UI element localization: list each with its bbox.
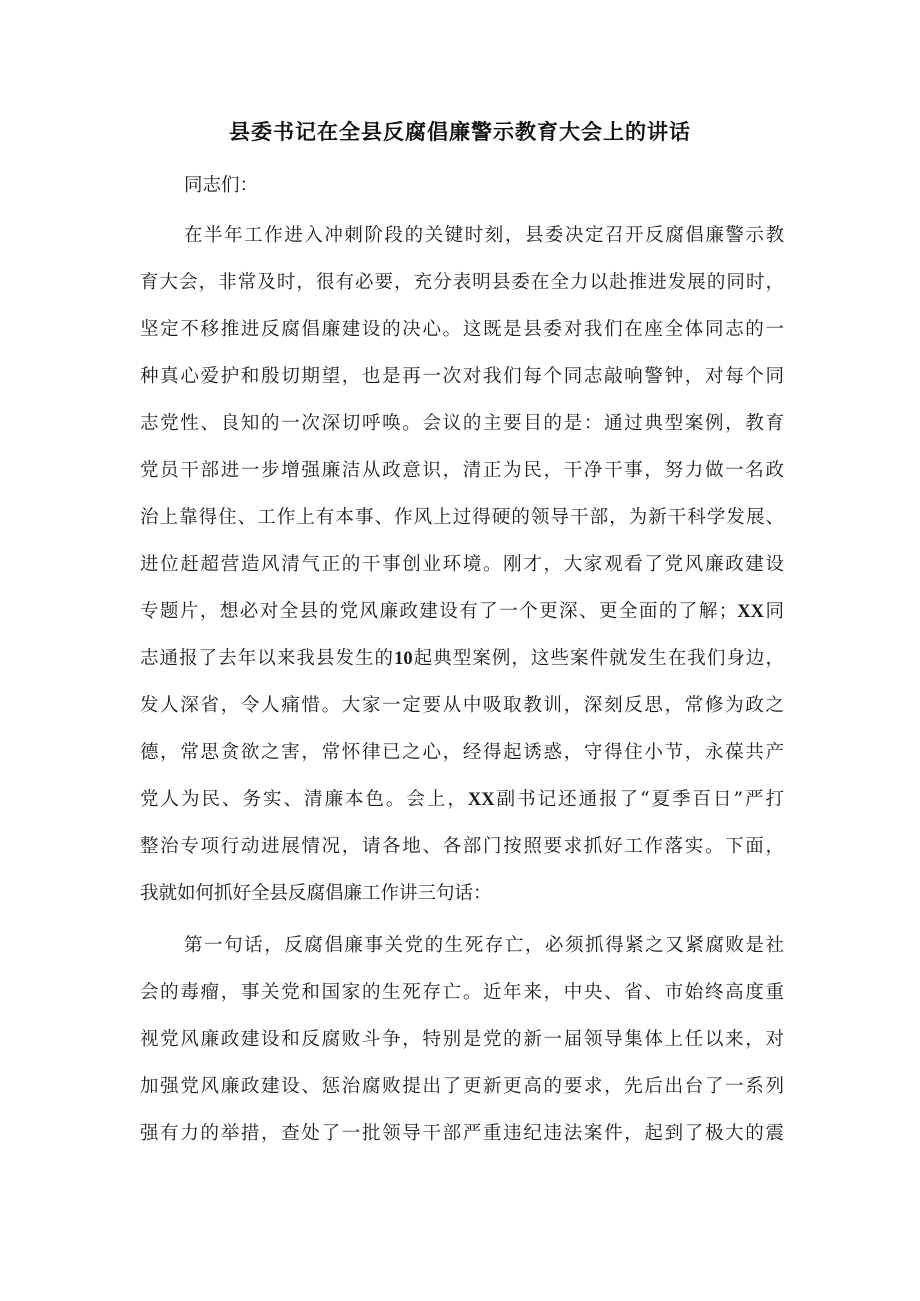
paragraph2-line-5: 强有力的举措，查处了一批领导干部严重违纪违法案件，起到了极大的震 — [140, 1123, 784, 1144]
paragraph1-line-8: 进位赶超营造风清气正的干事创业环境。刚才，大家观看了党风廉政建设 — [140, 554, 784, 575]
paragraph1-line-15: 我就如何抓好全县反腐倡廉工作讲三句话： — [140, 883, 492, 904]
paragraph1-line-3: 坚定不移推进反腐倡廉建设的决心。这既是县委对我们在座全体同志的一 — [140, 319, 784, 340]
line-10-text-c: 起典型案例，这些案件就发生在我们身边， — [412, 648, 784, 669]
paragraph1-line-10 — [140, 645, 784, 673]
paragraph1-line-14: 整治专项行动进展情况，请各地、各部门按照要求抓好工作落实。下面， — [140, 836, 784, 857]
paragraph1-line-11: 发人深省，令人痛惜。大家一定要从中吸取教训，深刻反思，常修为政之 — [140, 695, 784, 716]
salutation: 同志们： — [184, 175, 259, 196]
paragraph1-line-2: 育大会，非常及时，很有必要，充分表明县委在全力以赴推进发展的同时， — [140, 272, 784, 293]
line-13-text-c: 副书记还通报了“夏季百日”严打 — [494, 789, 784, 810]
line-10-text-a: 志通报了去年以来我县发生的 — [140, 648, 395, 669]
paragraph1-line-6: 党员干部进一步增强廉洁从政意识，清正为民，干净干事，努力做一名政 — [140, 460, 784, 481]
paragraph2-line-3: 视党风廉政建设和反腐败斗争，特别是党的新一届领导集体上任以来，对 — [140, 1029, 784, 1050]
paragraph1-line-4: 种真心爱护和殷切期望，也是再一次对我们每个同志敲响警钟，对每个同 — [140, 366, 784, 387]
paragraph1-line-13 — [140, 786, 784, 814]
line-9-text-c: 同 — [764, 601, 784, 622]
paragraph1-line-7: 治上靠得住、工作上有本事、作风上过得硬的领导干部，为新干科学发展、 — [140, 507, 784, 528]
paragraph1-line-9 — [140, 598, 784, 626]
line-13-placeholder-name: XX — [467, 790, 495, 810]
paragraph1-line-12: 德，常思贪欲之害，常怀律已之心，经得起诱惑，守得住小节，永葆共产 — [140, 742, 784, 763]
line-9-text-a: 专题片，想必对全县的党风廉政建设有了一个更深、更全面的了解； — [140, 601, 738, 622]
paragraph1-line-1: 在半年工作进入冲刺阶段的关键时刻，县委决定召开反腐倡廉警示教 — [184, 225, 784, 246]
line-10-case-count: 10 — [394, 649, 413, 669]
line-9-placeholder-name: XX — [737, 602, 765, 622]
paragraph2-line-1: 第一句话，反腐倡廉事关党的生死存亡，必须抓得紧之又紧腐败是社 — [184, 935, 784, 956]
paragraph2-line-4: 加强党风廉政建设、惩治腐败提出了更新更高的要求，先后出台了一系列 — [140, 1076, 784, 1097]
paragraph1-line-5: 志党性、良知的一次深切呼唤。会议的主要目的是：通过典型案例，教育 — [140, 413, 784, 434]
paragraph2-line-2: 会的毒瘤，事关党和国家的生死存亡。近年来，中央、省、市始终高度重 — [140, 982, 784, 1003]
document-title: 县委书记在全县反腐倡廉警示教育大会上的讲话 — [229, 120, 691, 144]
line-13-text-a: 党人为民、务实、清廉本色。会上， — [140, 789, 468, 810]
